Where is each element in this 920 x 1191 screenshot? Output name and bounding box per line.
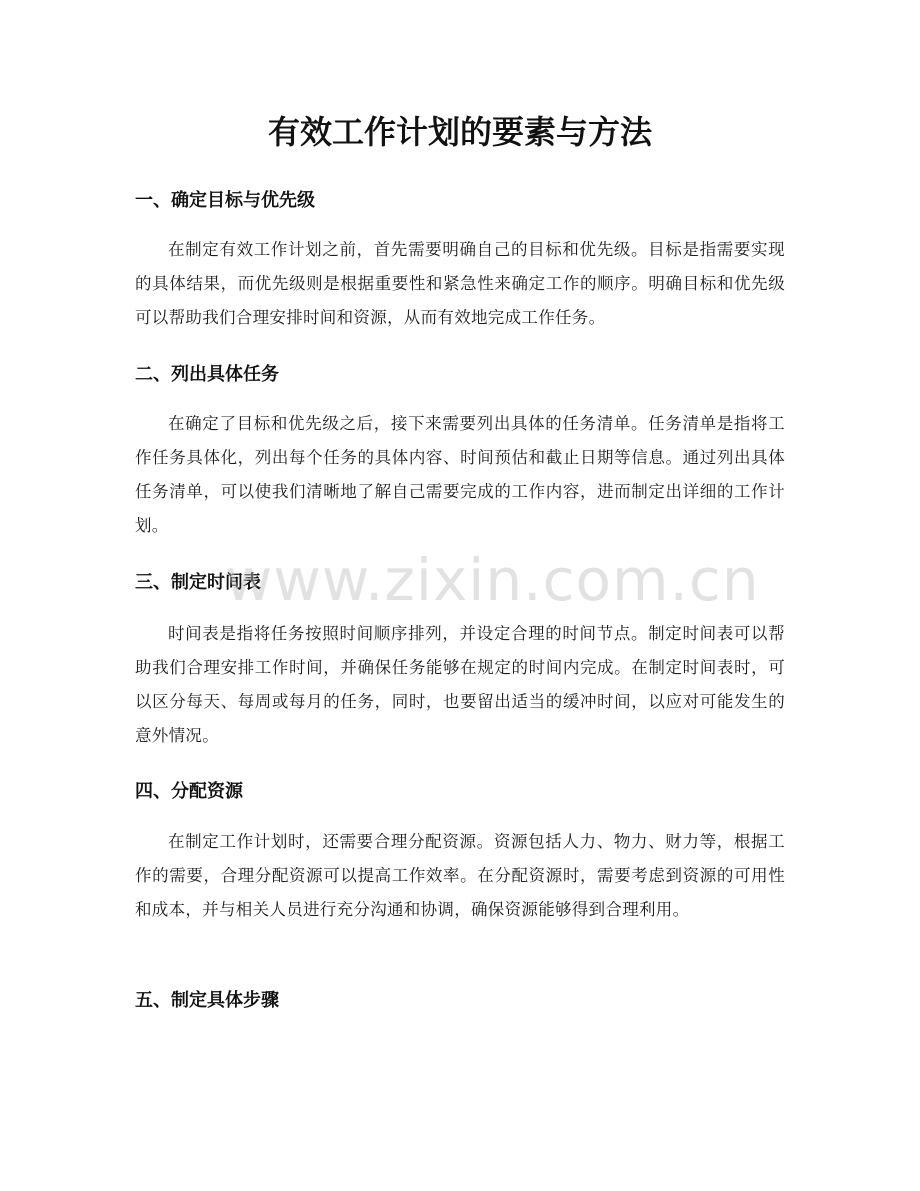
- section-heading-2: 二、列出具体任务: [135, 364, 279, 385]
- section-heading-3: 三、制定时间表: [135, 572, 261, 593]
- section-paragraph-1: 在制定有效工作计划之前，首先需要明确自己的目标和优先级。目标是指需要实现的具体结果，而优先级则是根据重要性和紧急性来确定工作的顺序。明确目标和优先级可以帮助我们合理安排时间和资源，从而有效地完成工作任务。: [135, 240, 785, 327]
- watermark: www.zixin.com.cn: [225, 546, 760, 614]
- section-paragraph-4: 在制定工作计划时，还需要合理分配资源。资源包括人力、物力、财力等，根据工作的需要，合理分配资源可以提高工作效率。在分配资源时，需要考虑到资源的可用性和成本，并与相关人员进行充分沟通和协调，确保资源能够得到合理利用。: [135, 832, 785, 919]
- section-paragraph-3: 时间表是指将任务按照时间顺序排列，并设定合理的时间节点。制定时间表可以帮助我们合理安排工作时间，并确保任务能够在规定的时间内完成。在制定时间表时，可以区分每天、每周或每月的任务，同时，也要留出适当的缓冲时间，以应对可能发生的意外情况。: [135, 624, 785, 745]
- section-paragraph-2: 在确定了目标和优先级之后，接下来需要列出具体的任务清单。任务清单是指将工作任务具体化，列出每个任务的具体内容、时间预估和截止日期等信息。通过列出具体任务清单，可以使我们清晰地了解自己需要完成的工作内容，进而制定出详细的工作计划。: [135, 414, 785, 535]
- section-heading-4: 四、分配资源: [135, 781, 243, 802]
- section-heading-5: 五、制定具体步骤: [135, 990, 279, 1011]
- section-heading-1: 一、确定目标与优先级: [135, 190, 315, 211]
- document-title: 有效工作计划的要素与方法: [267, 113, 652, 151]
